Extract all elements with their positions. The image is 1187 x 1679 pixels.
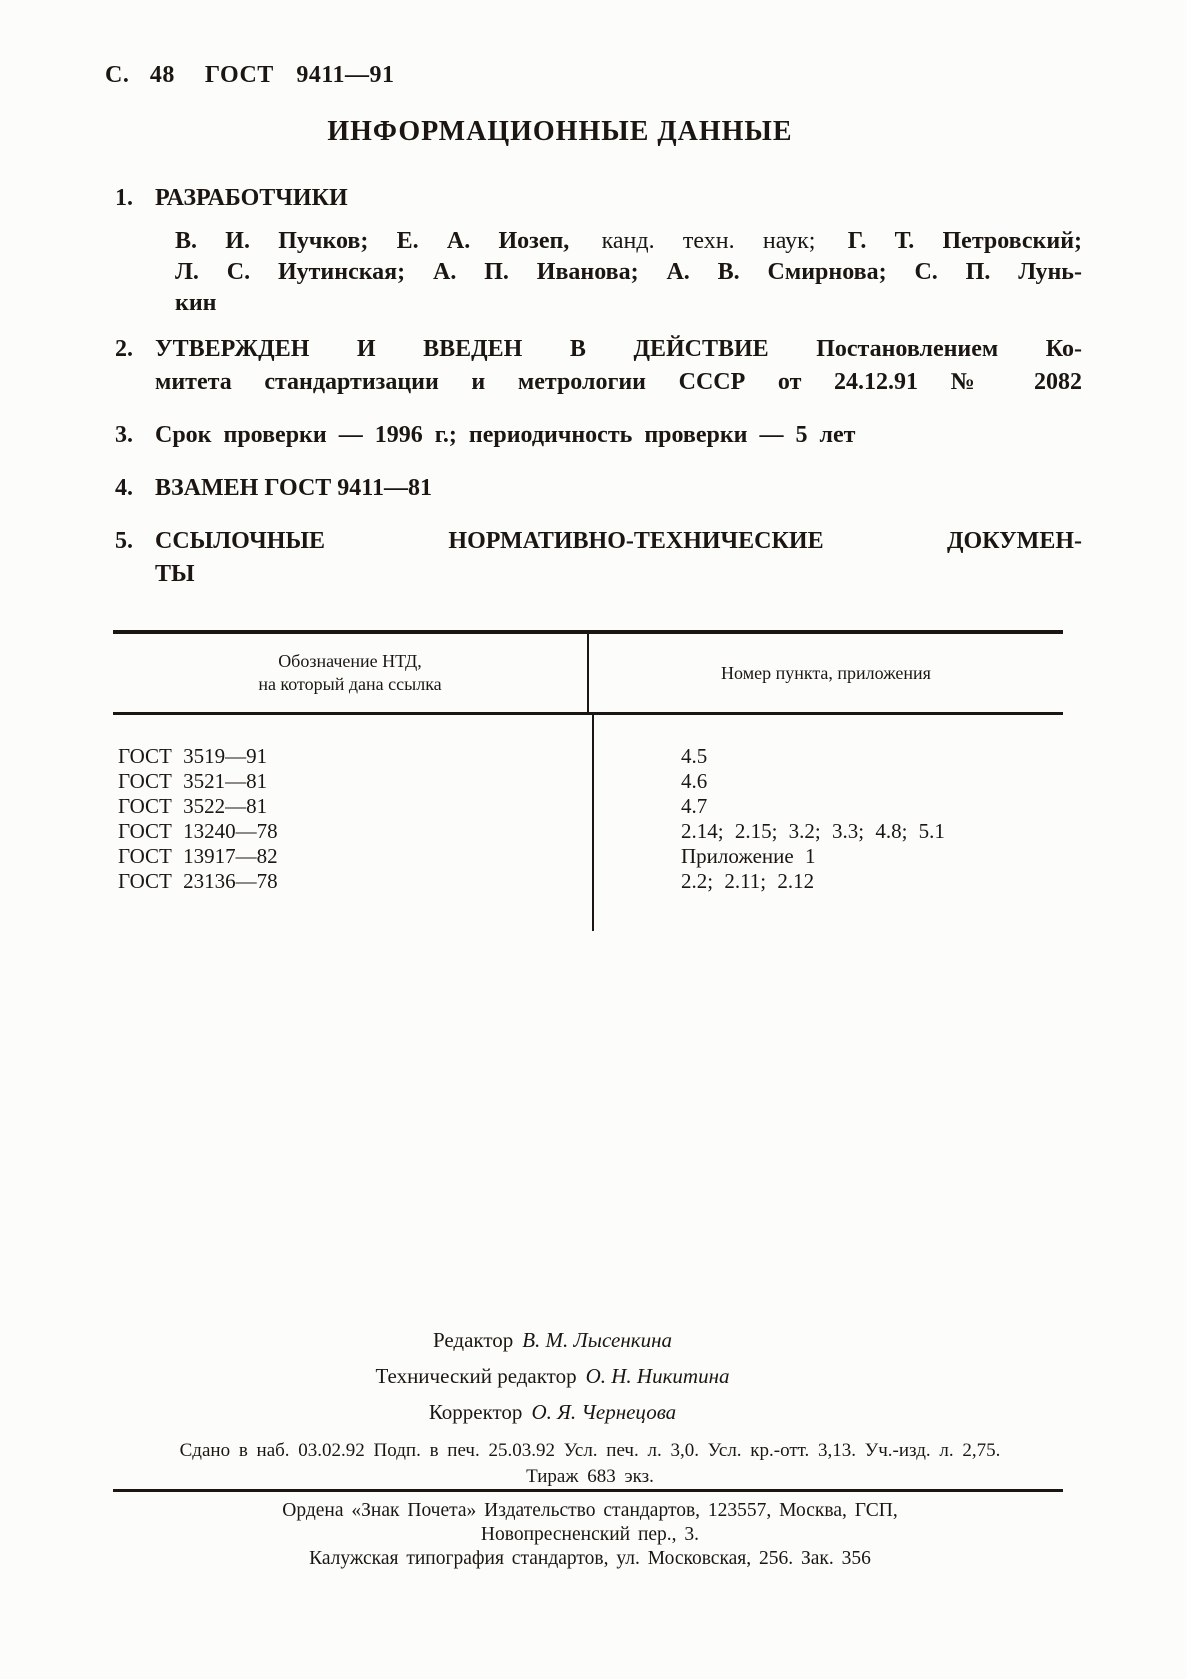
section-2-text xyxy=(155,333,1082,399)
imprint-line-2: Тираж 683 экз. xyxy=(526,1466,654,1487)
editor-name: В. М. Лысенкина xyxy=(522,1328,673,1352)
page-number-label: С. 48 xyxy=(105,62,175,88)
ntd-column xyxy=(113,715,592,931)
document-title: ИНФОРМАЦИОННЫЕ ДАННЫЕ xyxy=(327,116,793,147)
footer-divider-rule xyxy=(113,1489,1063,1492)
technical-editor-label: Технический редактор xyxy=(375,1364,577,1388)
section-2-line-1: УТВЕРЖДЕН И ВВЕДЕН В ДЕЙСТВИЕ Постановлением Ко- xyxy=(155,336,1082,362)
imprint-block xyxy=(80,1438,1100,1490)
technical-editor-name: О. Н. Никитина xyxy=(585,1364,730,1388)
section-2-approval xyxy=(115,333,1082,399)
ref-column-header xyxy=(587,634,1063,712)
ntd-column-header xyxy=(113,634,587,712)
developers-line-3: кин xyxy=(175,290,217,316)
table-body xyxy=(113,715,1063,931)
table-header-row xyxy=(113,634,1063,715)
section-2-number: 2. xyxy=(115,336,133,362)
standard-number-label: ГОСТ 9411—91 xyxy=(204,62,395,88)
editor-credit xyxy=(0,1322,1105,1358)
section-5-number: 5. xyxy=(115,528,133,554)
section-3-verification-term xyxy=(115,419,1082,452)
section-5-reference-documents-heading xyxy=(115,525,1082,591)
section-2-line-2: митета стандартизации и метрологии СССР от 24.12.91 № 2082 xyxy=(155,369,1082,395)
developers-paragraph xyxy=(175,226,1082,319)
proofreader-credit xyxy=(0,1394,1105,1430)
editor-label: Редактор xyxy=(432,1328,514,1352)
ntd-cell: ГОСТ 13240—78 xyxy=(118,819,278,843)
section-5-text xyxy=(155,525,1082,591)
reference-documents-table xyxy=(113,630,1063,931)
technical-editor-credit xyxy=(0,1358,1105,1394)
section-3-text: Срок проверки — 1996 г.; периодичность проверки — 5 лет xyxy=(155,422,856,448)
developer-names-part-1: В. И. Пучков; Е. А. Иозеп, xyxy=(175,228,570,254)
section-4-heading-text: ВЗАМЕН ГОСТ 9411—81 xyxy=(155,475,432,501)
publisher-line-1: Ордена «Знак Почета» Издательство стандартов, 123557, Москва, ГСП, xyxy=(282,1500,898,1521)
publisher-line-3: Калужская типография стандартов, ул. Московская, 256. Зак. 356 xyxy=(309,1548,871,1569)
publisher-line-2: Новопресненский пер., 3. xyxy=(480,1524,700,1545)
section-1-heading-text: РАЗРАБОТЧИКИ xyxy=(155,185,348,211)
publisher-block xyxy=(80,1499,1100,1571)
developers-line-1 xyxy=(175,226,1082,257)
section-1-number: 1. xyxy=(115,185,133,211)
ref-cell: Приложение 1 xyxy=(681,844,816,868)
section-4-replaces xyxy=(115,472,1082,505)
section-5-line-1: ССЫЛОЧНЫЕ НОРМАТИВНО-ТЕХНИЧЕСКИЕ ДОКУМЕН- xyxy=(155,528,1082,554)
developer-names-part-2: Г. Т. Петровский; xyxy=(847,228,1083,254)
ref-cell: 2.14; 2.15; 3.2; 3.3; 4.8; 5.1 xyxy=(681,819,945,843)
section-5-line-2: ТЫ xyxy=(155,561,195,587)
ntd-cell: ГОСТ 23136—78 xyxy=(118,869,278,893)
section-3-number: 3. xyxy=(115,422,133,448)
proofreader-label: Корректор xyxy=(428,1400,523,1424)
ntd-cell: ГОСТ 3519—91 xyxy=(118,744,268,768)
ref-column xyxy=(592,715,1063,931)
ntd-column-header-line-1: Обозначение НТД, xyxy=(278,651,422,671)
page-header xyxy=(105,62,395,89)
degree-note: канд. техн. наук; xyxy=(601,228,816,254)
ntd-column-header-line-2: на который дана ссылка xyxy=(258,674,442,694)
ref-cell: 4.6 xyxy=(681,769,708,793)
ntd-cell: ГОСТ 3522—81 xyxy=(118,794,268,818)
ntd-cell: ГОСТ 13917—82 xyxy=(118,844,278,868)
proofreader-name: О. Я. Чернецова xyxy=(531,1400,677,1424)
section-4-number: 4. xyxy=(115,475,133,501)
developers-line-2: Л. С. Иутинская; А. П. Иванова; А. В. Смирнова; С. П. Лунь- xyxy=(175,259,1082,285)
imprint-line-1: Сдано в наб. 03.02.92 Подп. в печ. 25.03.92 Усл. печ. л. 3,0. Усл. кр.-отт. 3,13. Уч.-изд. л. 2,75. xyxy=(179,1440,1001,1461)
ref-cell: 4.5 xyxy=(681,744,708,768)
section-1-developers-heading xyxy=(115,182,1082,215)
ref-cell: 2.2; 2.11; 2.12 xyxy=(681,869,815,893)
ref-column-header-text: Номер пункта, приложения xyxy=(721,662,931,683)
ref-cell: 4.7 xyxy=(681,794,708,818)
ntd-cell: ГОСТ 3521—81 xyxy=(118,769,268,793)
colophon-credits xyxy=(0,1322,1105,1430)
